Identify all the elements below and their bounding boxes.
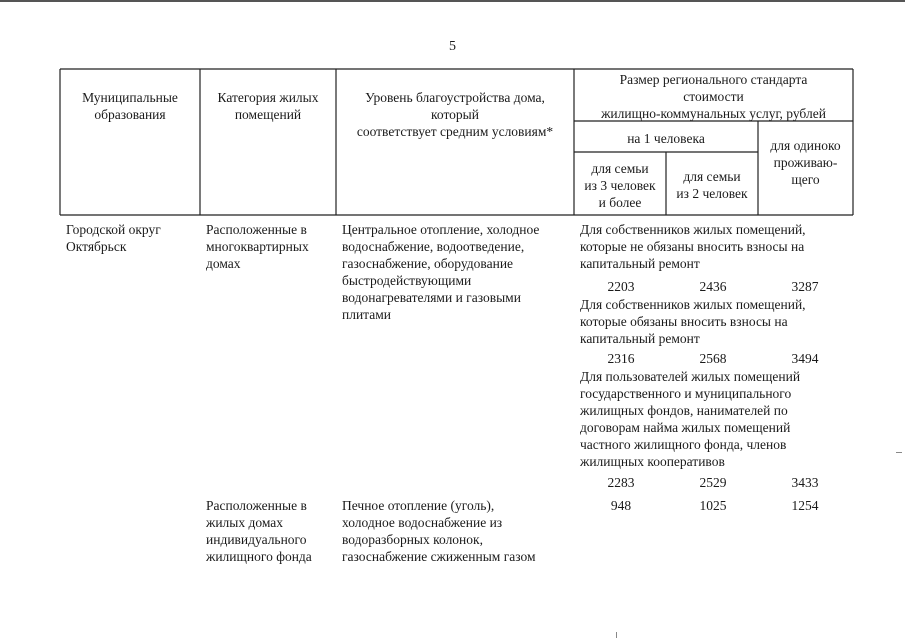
header-category: Категория жилых помещений [217, 90, 319, 122]
header-standard: Размер регионального стандарта стоимости жилищно-коммунальных услуг, рублей [601, 72, 826, 121]
group3-value-family3: 2283 [607, 475, 635, 490]
row1-level: Центральное отопление, холодное водоснабжение, водоотведение, газоснабжение, оборудование быстродействующими водонагревателями и газовыми плитами [342, 222, 540, 322]
group1-value-family2: 2436 [699, 279, 727, 294]
group2-value-family3: 2316 [607, 351, 635, 366]
scan-mark-right [896, 452, 902, 453]
group3-value-single: 3433 [791, 475, 819, 490]
header-level: Уровень благоустройства дома, который соответствует средним условиям* [356, 90, 554, 139]
row1-municipality: Городской округ Октябрьск [66, 222, 161, 254]
group1-label: Для собственников жилых помещений, которые не обязаны вносить взносы на капитальный ремонт [580, 222, 806, 271]
group2-value-family2: 2568 [699, 351, 727, 366]
page-number: 5 [449, 39, 456, 54]
group3-label: Для пользователей жилых помещений государственного и муниципального жилищных фондов, нанимателей по договорам найма жилых помещений частного жилищного фонда, членов жилищных кооперативов [580, 369, 801, 469]
group1-value-single: 3287 [791, 279, 819, 294]
header-single: для одиноко проживаю- щего [770, 138, 841, 187]
row2-category: Расположенные в жилых домах индивидуального жилищного фонда [206, 498, 312, 564]
row1-category: Расположенные в многоквартирных домах [206, 222, 309, 271]
row2-value-family2: 1025 [699, 498, 727, 513]
group2-value-single: 3494 [791, 351, 819, 366]
row2-level: Печное отопление (уголь), холодное водоснабжение из водоразборных колонок, газоснабжение сжиженным газом [342, 498, 536, 564]
row2-value-single: 1254 [791, 498, 819, 513]
scan-mark-bottom [616, 632, 617, 638]
header-family3: для семьи из 3 человек и более [584, 161, 656, 210]
group1-value-family3: 2203 [607, 279, 635, 294]
group3-value-family2: 2529 [699, 475, 727, 490]
header-per-person: на 1 человека [627, 131, 705, 146]
group2-label: Для собственников жилых помещений, которые обязаны вносить взносы на капитальный ремонт [580, 297, 806, 346]
header-municipality: Муниципальные образования [82, 90, 178, 122]
page-top-edge [0, 0, 905, 2]
row2-value-family3: 948 [610, 498, 632, 513]
header-family2: для семьи из 2 человек [676, 169, 748, 201]
